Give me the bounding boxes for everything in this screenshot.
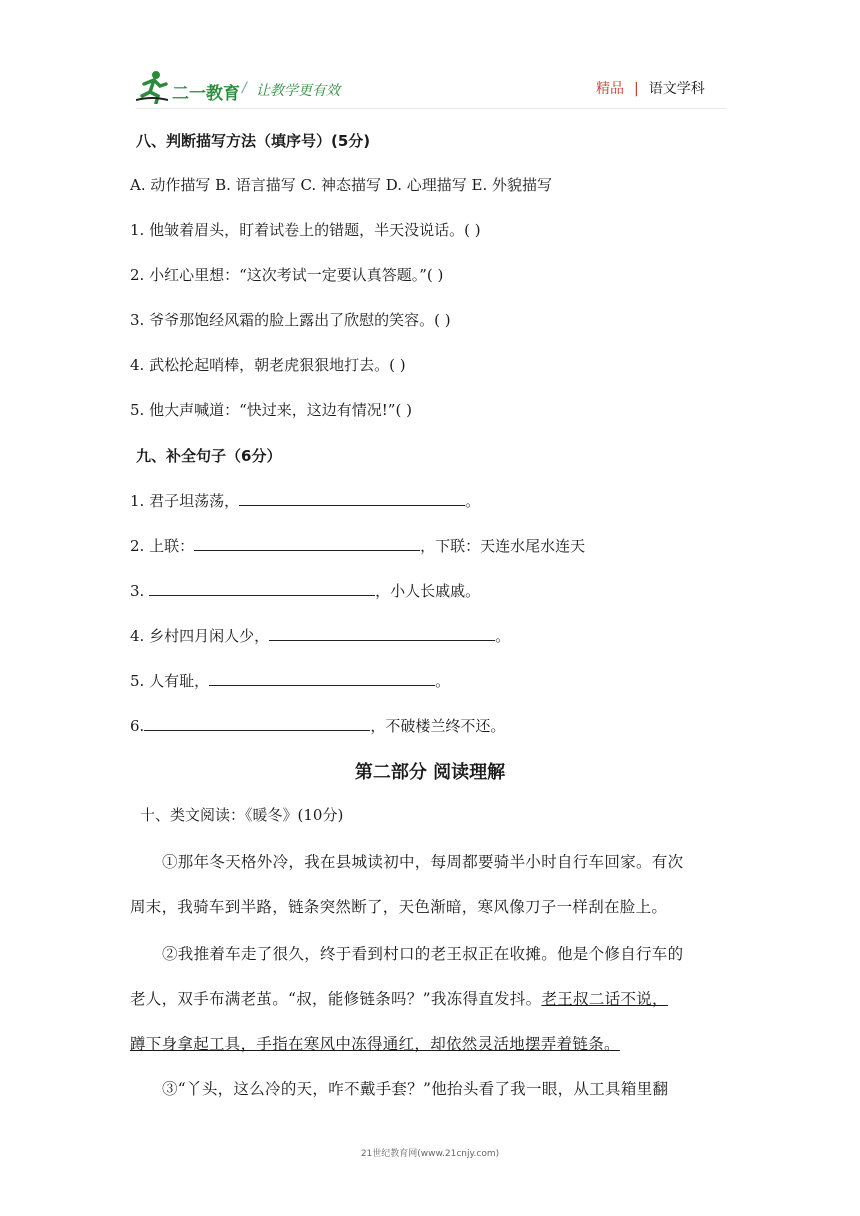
underlined-sentence: 老王叔二话不说， xyxy=(541,990,668,1008)
header-right xyxy=(596,78,705,98)
sentence-suffix: 。 xyxy=(435,672,451,690)
section9-item xyxy=(130,625,510,646)
section9-item xyxy=(130,490,480,511)
section8-item: 2. 小红心里想：“这次考试一定要认真答题。”( ) xyxy=(130,266,444,284)
paragraph-2-line-1: ②我推着车走了很久，终于看到村口的老王叔正在收摊。他是个修自行车的 xyxy=(162,945,684,963)
sentence-suffix: ，小人长戚戚。 xyxy=(375,582,481,600)
header-rule xyxy=(136,108,726,109)
section9-item xyxy=(130,535,585,556)
answer-blank[interactable] xyxy=(239,491,465,506)
sentence-prefix: 2. 上联： xyxy=(130,537,195,555)
section8-item: 4. 武松抡起哨棒，朝老虎狠狠地打去。( ) xyxy=(130,356,406,374)
sentence-suffix: ，不破楼兰终不还。 xyxy=(370,717,506,735)
answer-blank[interactable] xyxy=(194,536,420,551)
header-separator: | xyxy=(634,81,639,97)
section8-item: 3. 爷爷那饱经风霜的脸上露出了欣慰的笑容。( ) xyxy=(130,311,451,329)
slogan-divider: / xyxy=(242,80,247,96)
sentence-suffix: ，下联：天连水尾水连天 xyxy=(420,537,586,555)
section8-item: 5. 他大声喊道：“快过来，这边有情况!”( ) xyxy=(130,401,412,419)
logo xyxy=(136,68,380,108)
paragraph-1-line-2: 周末，我骑车到半路，链条突然断了，天色渐暗，寒风像刀子一样刮在脸上。 xyxy=(130,898,668,916)
section9-title: 九、补全句子（6分） xyxy=(136,447,282,465)
sentence-prefix: 1. 君子坦荡荡， xyxy=(130,492,240,510)
answer-blank[interactable] xyxy=(209,671,435,686)
paragraph-2-line-2 xyxy=(130,987,668,1009)
sentence-prefix: 5. 人有耻， xyxy=(130,672,210,690)
section8-options: A. 动作描写 B. 语言描写 C. 神态描写 D. 心理描写 E. 外貌描写 xyxy=(130,176,552,194)
page-footer: 21世纪教育网(www.21cnjy.com) xyxy=(360,1149,500,1159)
section9-item xyxy=(130,715,505,736)
sentence-prefix: 3. xyxy=(130,582,150,600)
slogan: 让教学更有效 xyxy=(256,83,340,99)
answer-blank[interactable] xyxy=(149,581,375,596)
sentence-suffix: 。 xyxy=(465,492,481,510)
answer-blank[interactable] xyxy=(269,626,495,641)
sentence-prefix: 6. xyxy=(130,717,145,735)
section8-title: 八、判断描写方法（填序号）(5分) xyxy=(136,132,371,150)
sentence-suffix: 。 xyxy=(495,627,511,645)
runner-logo-icon xyxy=(136,70,168,104)
section9-item xyxy=(130,670,450,691)
subject-label: 语文学科 xyxy=(648,81,705,97)
section9-item xyxy=(130,580,480,601)
sentence-prefix: 4. 乡村四月闲人少， xyxy=(130,627,270,645)
paragraph-2-text: 老人，双手布满老茧。“叔，能修链条吗？”我冻得直发抖。 xyxy=(130,990,542,1008)
section10-title: 十、类文阅读：《暖冬》(10分) xyxy=(140,806,344,824)
underlined-sentence: 蹲下身拿起工具，手指在寒风中冻得通红，却依然灵活地摆弄着链条。 xyxy=(130,1035,620,1053)
section8-item: 1. 他皱着眉头，盯着试卷上的错题，半天没说话。( ) xyxy=(130,221,481,239)
quality-label: 精品 xyxy=(596,81,624,97)
part2-title: 第二部分 阅读理解 xyxy=(354,762,506,783)
logo-text: 二一教育 xyxy=(172,84,240,104)
paragraph-3-line-1: ③“丫头，这么冷的天，咋不戴手套？”他抬头看了我一眼，从工具箱里翻 xyxy=(162,1080,669,1098)
paragraph-1-line-1: ①那年冬天格外冷，我在县城读初中，每周都要骑半小时自行车回家。有次 xyxy=(162,853,684,871)
answer-blank[interactable] xyxy=(144,716,370,731)
